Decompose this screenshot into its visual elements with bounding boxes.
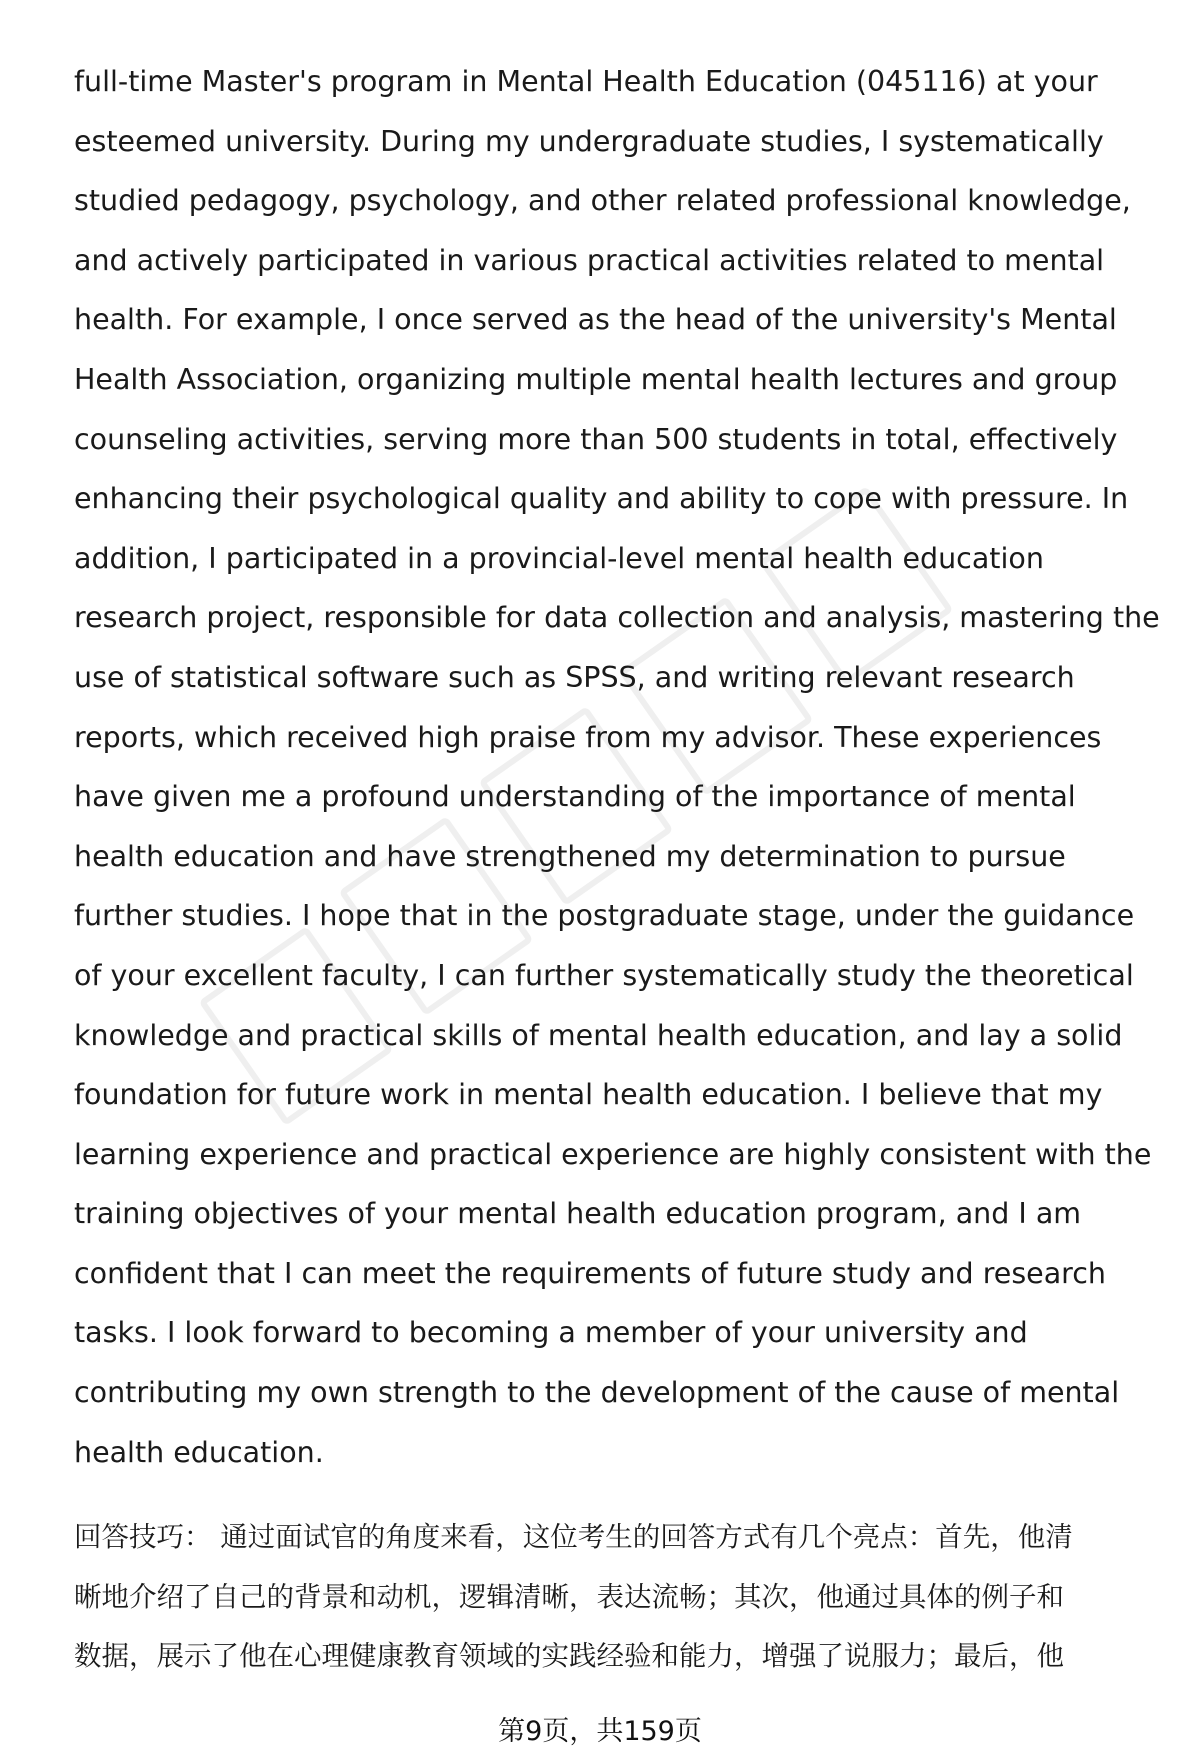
paragraph-line: esteemed university. During my undergraduate studies, I systematically — [74, 124, 1104, 158]
paragraph-line: further studies. I hope that in the postgraduate stage, under the guidance — [74, 899, 1135, 933]
paragraph-line: of your excellent faculty, I can further systematically study the theoretical — [74, 958, 1134, 992]
paragraph-line: addition, I participated in a provincial-level mental health education — [74, 541, 1044, 575]
paragraph-line: health education and have strengthened my determination to pursue — [74, 839, 1066, 873]
paragraph-line: enhancing their psychological quality and ability to cope with pressure. In — [74, 482, 1129, 516]
paragraph-line: counseling activities, serving more than 500 students in total, effectively — [74, 422, 1118, 456]
answer-tips — [74, 1508, 1154, 1687]
tips-line: 晰地介绍了自己的背景和动机，逻辑清晰，表达流畅；其次，他通过具体的例子和 — [74, 1580, 1064, 1613]
page-number: 第9页，共159页 — [498, 1716, 702, 1747]
paragraph-line: and actively participated in various practical activities related to mental — [74, 243, 1105, 277]
paragraph-line: contributing my own strength to the development of the cause of mental — [74, 1376, 1120, 1410]
paragraph-line: studied pedagogy, psychology, and other related professional knowledge, — [74, 184, 1131, 218]
paragraph-line: training objectives of your mental health education program, and I am — [74, 1197, 1082, 1231]
paragraph-line: foundation for future work in mental health education. I believe that my — [74, 1078, 1103, 1112]
paragraph-line: use of statistical software such as SPSS, and writing relevant research — [74, 660, 1075, 694]
paragraph-line: full-time Master's program in Mental Health Education (045116) at your — [74, 65, 1098, 98]
paragraph-line: Health Association, organizing multiple mental health lectures and group — [74, 362, 1118, 396]
tips-line: 数据，展示了他在心理健康教育领域的实践经验和能力，增强了说服力；最后，他 — [74, 1640, 1064, 1673]
paragraph-line: research project, responsible for data collection and analysis, mastering the — [74, 601, 1160, 635]
tips-line: 回答技巧： 通过面试官的角度来看，这位考生的回答方式有几个亮点：首先，他清 — [74, 1521, 1073, 1553]
paragraph-line: learning experience and practical experience are highly consistent with the — [74, 1137, 1152, 1171]
paragraph-line: health education. — [74, 1435, 324, 1469]
answer-paragraph — [74, 52, 1160, 1482]
paragraph-line: health. For example, I once served as the head of the university's Mental — [74, 303, 1117, 337]
paragraph-line: reports, which received high praise from my advisor. These experiences — [74, 720, 1102, 754]
paragraph-line: tasks. I look forward to becoming a member of your university and — [74, 1316, 1028, 1350]
paragraph-line: confident that I can meet the requirements of future study and research — [74, 1256, 1106, 1290]
paragraph-line: knowledge and practical skills of mental health education, and lay a solid — [74, 1018, 1123, 1052]
paragraph-line: have given me a profound understanding of the importance of mental — [74, 780, 1076, 814]
